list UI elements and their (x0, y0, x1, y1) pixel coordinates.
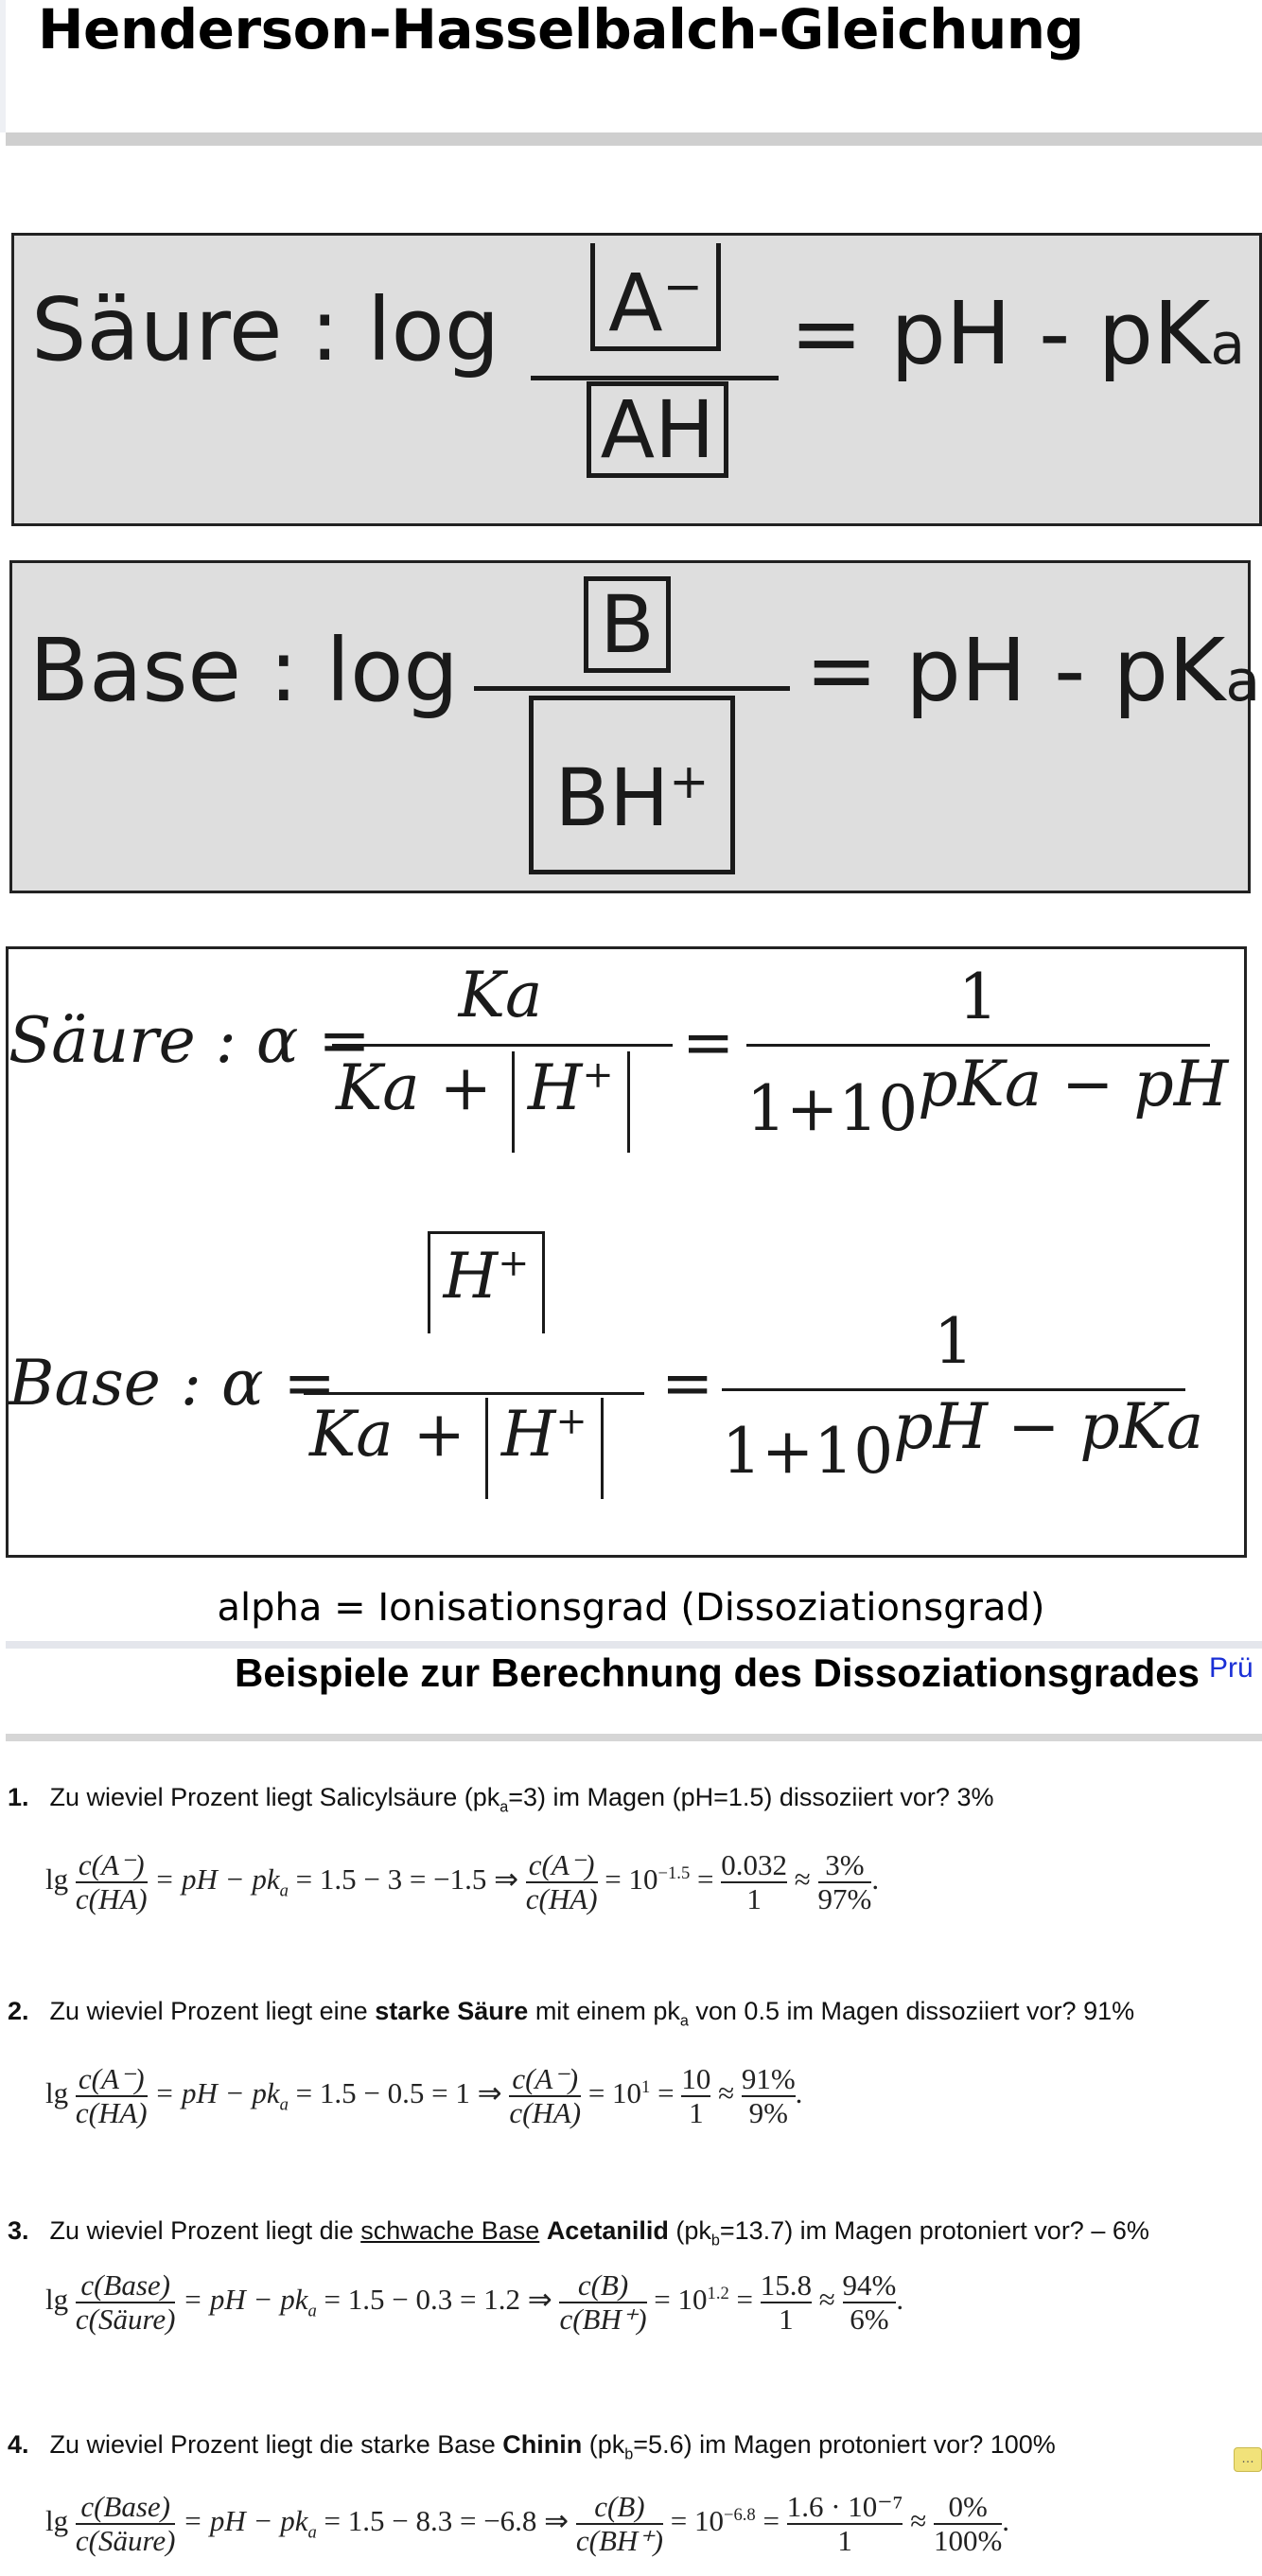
acid-rhs: = pH - pKa (790, 283, 1246, 384)
alpha-base-bar (304, 1392, 644, 1395)
example-calc-2: lg $\frac{c(A^-)}{c(HA)}$ = pH − $pk_a = 1.5 - 0.5 = 1$ ⇒ $\frac{c(A^-)}{c(HA)}$ = $10^1$ = $\frac{10}{1}$ ≈ $\frac{91\%}{9\%}$ . (45, 2062, 803, 2129)
examples-divider (6, 1734, 1262, 1741)
alpha-acid-one: 1 (958, 961, 998, 1033)
base-label: Base (29, 620, 242, 721)
base-numerator: B (584, 576, 671, 673)
alpha-base-den2: 1+10pH − pKa (722, 1390, 1204, 1488)
alpha-acid-bar2 (746, 1044, 1210, 1047)
alpha-acid-label: Säure : α = (9, 1004, 371, 1077)
example-calc-4: lg c(Base) c(Säure) = pH − $pk_a = 1.5 - 8.3 = -6.8$ ⇒ $\frac{c(B)}{c(BH^+)}$ = $10^{-6.8}$ = $\frac{\text{1.6 · 10⁻⁷}}{1}$ ≈ $\frac{0\%}{100\%}$ . (45, 2490, 1010, 2557)
section-divider (6, 1641, 1262, 1649)
alpha-base-label: Base : α = (9, 1347, 336, 1420)
alpha-note: alpha = Ionisationsgrad (Dissoziationsgrad) (217, 1586, 1045, 1630)
header-divider (6, 132, 1262, 146)
alpha-base-one: 1 (934, 1305, 973, 1378)
example-question-2: 2. Zu wieviel Prozent liegt eine starke Säure mit einem $pk_a$ von 0.5 im Magen dissoziiert vor? 91% (8, 1997, 1135, 2030)
alpha-acid-equals: = (682, 1006, 735, 1079)
side-link[interactable]: Prü (1209, 1652, 1253, 1684)
acid-label: Säure (31, 279, 283, 380)
alpha-acid-den2: 1+10pKa − pH (746, 1048, 1229, 1145)
alpha-acid-den: Ka + H+ (336, 1051, 630, 1153)
alpha-acid-bar (332, 1044, 673, 1047)
page-title: Henderson-Hasselbalch-Gleichung (38, 0, 1084, 62)
example-calc-3: lg c(Base) c(Säure) = pH − $pk_a = 1.5 - 0.3 = 1.2$ ⇒ $\frac{c(B)}{c(BH^+)}$ = $10^{1.2}$ = $\frac{15.8}{1}$ ≈ $\frac{94\%}{6\%}$ . (45, 2268, 904, 2336)
left-strip (0, 0, 6, 132)
examples-header (0, 1650, 1262, 1703)
examples-title: Beispiele zur Berechnung des Dissoziationsgrades (235, 1650, 1200, 1695)
alpha-equations-panel (6, 946, 1247, 1558)
base-denominator: BH+ (529, 696, 734, 874)
base-rhs: = pH - pKa (805, 620, 1261, 721)
example-calc-1: lg $\frac{c(A^-)}{c(HA)}$ = pH − $pk_a = 1.5 - 3 = -1.5$ ⇒ $\frac{c(A^-)}{c(HA)}$ = $10^{-1.5}$ = $\frac{0.032}{1}$ ≈ $\frac{3\%}{97\%}$ . (45, 1848, 880, 1915)
acid-denominator: AH (587, 381, 729, 478)
alpha-base-den: Ka + H+ (309, 1398, 604, 1499)
acid-numerator: A− (590, 243, 721, 351)
base-log-equation-panel: Base : log B BH+ = pH - pKa (9, 560, 1251, 893)
example-question-1: 1. Zu wieviel Prozent liegt Salicylsäure $(pk_a=3)$ im Magen (pH=1.5) dissoziiert vor? 3% (8, 1783, 994, 1816)
example-question-3: 3. Zu wieviel Prozent liegt die schwache Base Acetanilid $(pk_b=13.7)$ im Magen protoniert vor? – 6% (8, 2216, 1149, 2250)
comment-icon[interactable]: … (1234, 2447, 1262, 2472)
alpha-base-num: H+ (330, 1231, 642, 1333)
alpha-acid-num: Ka (458, 959, 543, 1032)
acid-fraction-bar (531, 376, 779, 380)
base-log: log (325, 620, 459, 721)
acid-log: log (367, 279, 500, 380)
example-question-4: 4. Zu wieviel Prozent liegt die starke Base Chinin $(pk_b=5.6)$ im Magen protoniert vor? 100% (8, 2430, 1056, 2463)
acid-log-equation-panel: Säure : log A− AH = pH - pKa (11, 233, 1262, 526)
alpha-base-equals: = (661, 1347, 714, 1420)
base-fraction-bar (474, 686, 790, 691)
